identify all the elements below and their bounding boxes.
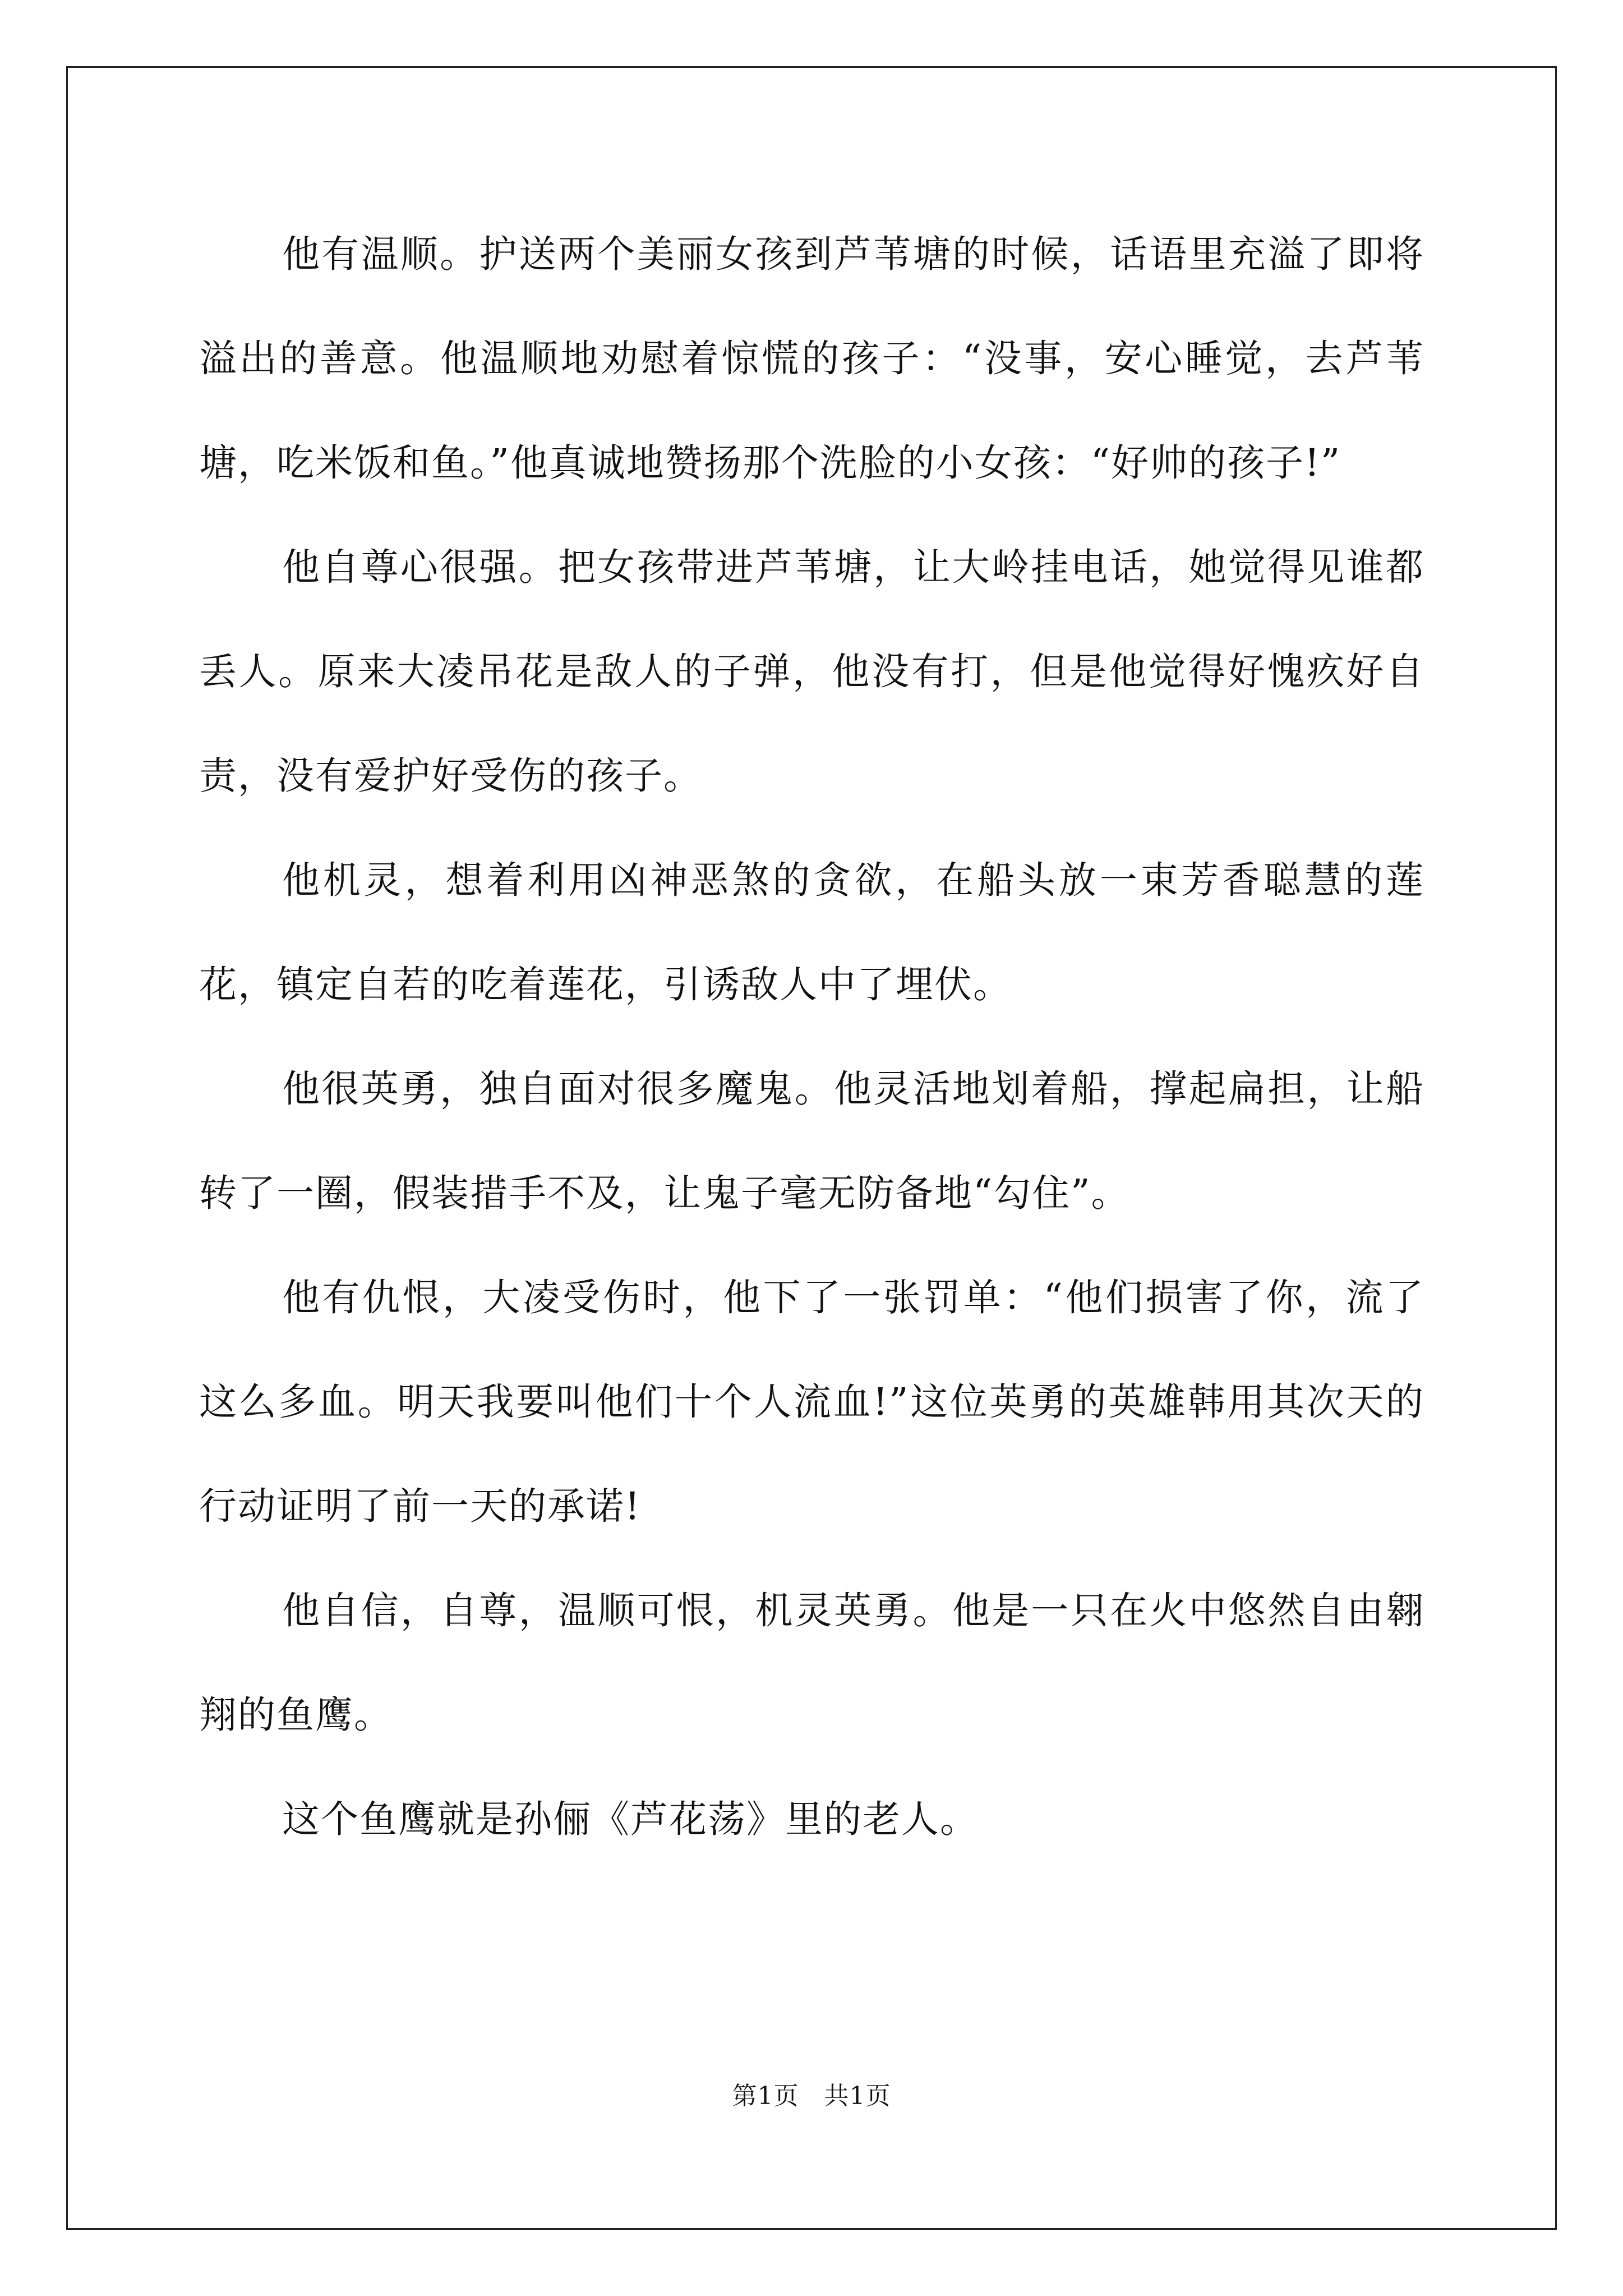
paragraph: 这个鱼鹰就是孙俪《芦花荡》里的老人。 — [282, 1797, 979, 1841]
page-footer: 第1页 共1页 — [732, 2082, 891, 2110]
paragraph: 他自信，自尊，温顺可恨，机灵英勇。他是一只在火中悠然自由翱翔的鱼鹰。 — [199, 1589, 1424, 1737]
paragraph: 他有温顺。护送两个美丽女孩到芦苇塘的时候，话语里充溢了即将溢出的善意。他温顺地劝慰着惊慌的孩子：“没事，安心睡觉，去芦苇塘，吃米饭和鱼。”他真诚地赞扬那个洗脸的小女孩：“好帅的孩子!” — [199, 232, 1424, 485]
document-body — [199, 202, 1424, 1871]
paragraph: 他自尊心很强。把女孩带进芦苇塘，让大岭挂电话，她觉得见谁都丢人。原来大凌吊花是敌人的子弹，他没有打，但是他觉得好愧疚好自责，没有爱护好受伤的孩子。 — [199, 545, 1424, 798]
paragraph: 他很英勇，独自面对很多魔鬼。他灵活地划着船，撑起扁担，让船转了一圈，假装措手不及，让鬼子毫无防备地“勾住”。 — [199, 1067, 1424, 1215]
paragraph: 他机灵，想着利用凶神恶煞的贪欲，在船头放一束芳香聪慧的莲花，镇定自若的吃着莲花，引诱敌人中了埋伏。 — [199, 858, 1424, 1006]
paragraph: 他有仇恨，大凌受伤时，他下了一张罚单：“他们损害了你，流了这么多血。明天我要叫他们十个人流血!”这位英勇的英雄韩用其次天的行动证明了前一天的承诺! — [199, 1276, 1424, 1528]
